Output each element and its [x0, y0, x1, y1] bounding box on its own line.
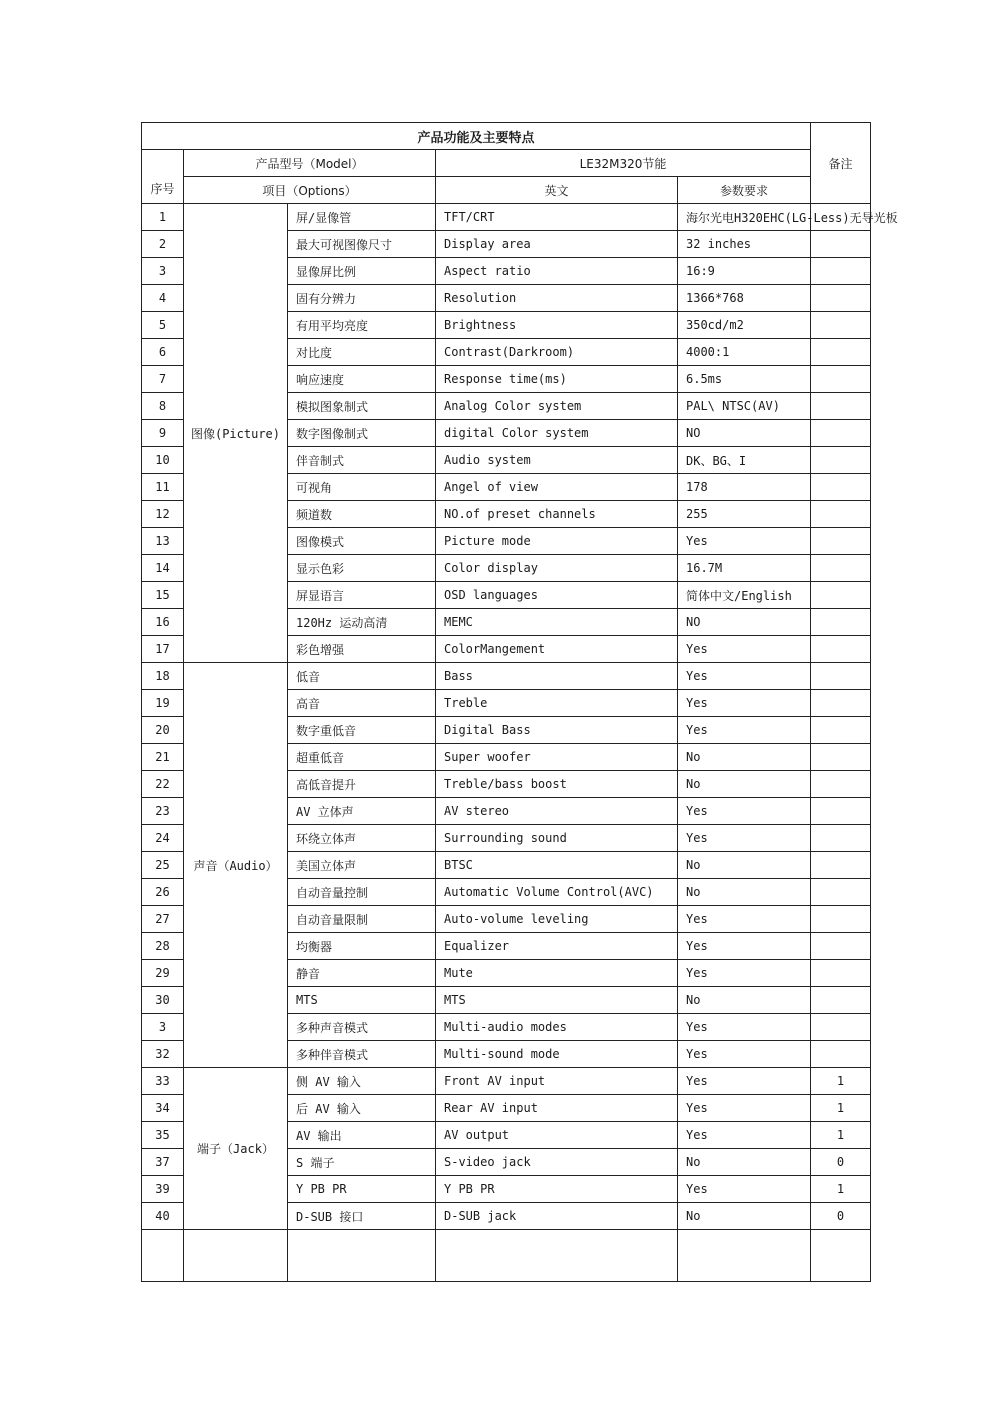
- english-name: BTSC: [436, 852, 678, 879]
- english-name: Aspect ratio: [436, 258, 678, 285]
- item-name: 均衡器: [288, 933, 436, 960]
- empty-cell: [288, 1230, 436, 1282]
- remark-value: [811, 582, 871, 609]
- param-value: PAL\ NTSC(AV): [678, 393, 811, 420]
- item-name: AV 立体声: [288, 798, 436, 825]
- row-number: 10: [142, 447, 184, 474]
- english-header: 英文: [436, 177, 678, 204]
- param-value: Yes: [678, 1041, 811, 1068]
- english-name: Picture mode: [436, 528, 678, 555]
- remark-value: [811, 528, 871, 555]
- empty-cell: [678, 1230, 811, 1282]
- row-number: 4: [142, 285, 184, 312]
- remark-value: [811, 420, 871, 447]
- row-number: 8: [142, 393, 184, 420]
- row-number: 3: [142, 1014, 184, 1041]
- row-number: 37: [142, 1149, 184, 1176]
- param-value: Yes: [678, 1122, 811, 1149]
- english-name: Multi-sound mode: [436, 1041, 678, 1068]
- row-number: 28: [142, 933, 184, 960]
- param-value: 255: [678, 501, 811, 528]
- param-value: Yes: [678, 933, 811, 960]
- table-row: [142, 663, 871, 690]
- english-name: Multi-audio modes: [436, 1014, 678, 1041]
- table-title: 产品功能及主要特点: [142, 123, 811, 150]
- row-number: 20: [142, 717, 184, 744]
- english-name: MEMC: [436, 609, 678, 636]
- english-name: Audio system: [436, 447, 678, 474]
- row-number: 32: [142, 1041, 184, 1068]
- row-number: 12: [142, 501, 184, 528]
- english-name: MTS: [436, 987, 678, 1014]
- model-value: LE32M320节能: [436, 150, 811, 177]
- row-number: 5: [142, 312, 184, 339]
- item-name: 频道数: [288, 501, 436, 528]
- remark-value: [811, 933, 871, 960]
- item-name: 有用平均亮度: [288, 312, 436, 339]
- param-value: 1366*768: [678, 285, 811, 312]
- english-name: Automatic Volume Control(AVC): [436, 879, 678, 906]
- param-value: Yes: [678, 690, 811, 717]
- remarks-header: 备注: [811, 123, 871, 204]
- param-value: Yes: [678, 663, 811, 690]
- param-value: No: [678, 987, 811, 1014]
- remark-value: [811, 852, 871, 879]
- english-name: digital Color system: [436, 420, 678, 447]
- english-name: Angel of view: [436, 474, 678, 501]
- item-name: 伴音制式: [288, 447, 436, 474]
- remark-value: [811, 1041, 871, 1068]
- param-value: Yes: [678, 528, 811, 555]
- row-number: 9: [142, 420, 184, 447]
- item-name: 响应速度: [288, 366, 436, 393]
- english-name: S-video jack: [436, 1149, 678, 1176]
- english-name: Digital Bass: [436, 717, 678, 744]
- param-value: DK、BG、I: [678, 447, 811, 474]
- item-name: 环绕立体声: [288, 825, 436, 852]
- english-name: ColorMangement: [436, 636, 678, 663]
- param-value: Yes: [678, 717, 811, 744]
- item-name: 120Hz 运动高清: [288, 609, 436, 636]
- row-number: 2: [142, 231, 184, 258]
- english-name: Equalizer: [436, 933, 678, 960]
- row-number: 17: [142, 636, 184, 663]
- row-number: 27: [142, 906, 184, 933]
- item-name: 静音: [288, 960, 436, 987]
- row-number: 30: [142, 987, 184, 1014]
- row-number: 1: [142, 204, 184, 231]
- item-name: MTS: [288, 987, 436, 1014]
- item-name: 多种伴音模式: [288, 1041, 436, 1068]
- param-value: No: [678, 1149, 811, 1176]
- english-name: OSD languages: [436, 582, 678, 609]
- remark-value: 1: [811, 1095, 871, 1122]
- table-row: [142, 1068, 871, 1095]
- seq-header: 序号: [142, 150, 184, 204]
- remark-value: [811, 825, 871, 852]
- english-name: D-SUB jack: [436, 1203, 678, 1230]
- table-row: [142, 204, 871, 231]
- param-value: No: [678, 744, 811, 771]
- item-name: 自动音量限制: [288, 906, 436, 933]
- item-name: 可视角: [288, 474, 436, 501]
- param-value: Yes: [678, 906, 811, 933]
- item-name: 彩色增强: [288, 636, 436, 663]
- item-name: 高低音提升: [288, 771, 436, 798]
- remark-value: [811, 366, 871, 393]
- remark-value: [811, 987, 871, 1014]
- param-value: 4000:1: [678, 339, 811, 366]
- english-name: Bass: [436, 663, 678, 690]
- row-number: 6: [142, 339, 184, 366]
- item-name: 侧 AV 输入: [288, 1068, 436, 1095]
- remark-value: [811, 906, 871, 933]
- remark-value: 0: [811, 1203, 871, 1230]
- row-number: 16: [142, 609, 184, 636]
- remark-value: [811, 447, 871, 474]
- param-value: 海尔光电H320EHC(LG-Less)无导光板: [678, 204, 811, 231]
- remark-value: [811, 960, 871, 987]
- english-name: Resolution: [436, 285, 678, 312]
- item-name: 对比度: [288, 339, 436, 366]
- english-name: Super woofer: [436, 744, 678, 771]
- english-name: AV stereo: [436, 798, 678, 825]
- item-name: D-SUB 接口: [288, 1203, 436, 1230]
- item-name: AV 输出: [288, 1122, 436, 1149]
- row-number: 25: [142, 852, 184, 879]
- param-value: No: [678, 1203, 811, 1230]
- param-value: Yes: [678, 960, 811, 987]
- english-name: TFT/CRT: [436, 204, 678, 231]
- english-name: Front AV input: [436, 1068, 678, 1095]
- row-number: 14: [142, 555, 184, 582]
- item-name: 超重低音: [288, 744, 436, 771]
- remark-value: 1: [811, 1122, 871, 1149]
- item-name: 显像屏比例: [288, 258, 436, 285]
- row-number: 39: [142, 1176, 184, 1203]
- english-name: Contrast(Darkroom): [436, 339, 678, 366]
- param-value: No: [678, 852, 811, 879]
- item-name: 后 AV 输入: [288, 1095, 436, 1122]
- param-value: No: [678, 771, 811, 798]
- param-value: Yes: [678, 798, 811, 825]
- group-label: 声音（Audio）: [184, 663, 288, 1068]
- row-number: 40: [142, 1203, 184, 1230]
- remark-value: [811, 474, 871, 501]
- item-name: 低音: [288, 663, 436, 690]
- param-value: 178: [678, 474, 811, 501]
- remark-value: [811, 555, 871, 582]
- english-name: Rear AV input: [436, 1095, 678, 1122]
- english-name: AV output: [436, 1122, 678, 1149]
- row-number: 7: [142, 366, 184, 393]
- param-value: Yes: [678, 825, 811, 852]
- remark-value: [811, 339, 871, 366]
- english-name: Treble: [436, 690, 678, 717]
- english-name: NO.of preset channels: [436, 501, 678, 528]
- english-name: Auto-volume leveling: [436, 906, 678, 933]
- remark-value: [811, 690, 871, 717]
- remark-value: [811, 717, 871, 744]
- param-value: 32 inches: [678, 231, 811, 258]
- remark-value: 0: [811, 1149, 871, 1176]
- row-number: 26: [142, 879, 184, 906]
- english-name: Surrounding sound: [436, 825, 678, 852]
- english-name: Brightness: [436, 312, 678, 339]
- remark-value: 1: [811, 1176, 871, 1203]
- row-number: 24: [142, 825, 184, 852]
- empty-cell: [184, 1230, 288, 1282]
- item-name: 最大可视图像尺寸: [288, 231, 436, 258]
- item-name: Y PB PR: [288, 1176, 436, 1203]
- item-name: 数字图像制式: [288, 420, 436, 447]
- english-name: Color display: [436, 555, 678, 582]
- remark-value: [811, 393, 871, 420]
- english-name: Analog Color system: [436, 393, 678, 420]
- param-value: 350cd/m2: [678, 312, 811, 339]
- remark-value: [811, 1014, 871, 1041]
- remark-value: [811, 636, 871, 663]
- empty-cell: [142, 1230, 184, 1282]
- item-name: 固有分辨力: [288, 285, 436, 312]
- group-label: 端子（Jack）: [184, 1068, 288, 1230]
- row-number: 3: [142, 258, 184, 285]
- row-number: 29: [142, 960, 184, 987]
- item-name: 模拟图象制式: [288, 393, 436, 420]
- row-number: 15: [142, 582, 184, 609]
- row-number: 33: [142, 1068, 184, 1095]
- item-name: 自动音量控制: [288, 879, 436, 906]
- item-name: 屏/显像管: [288, 204, 436, 231]
- param-value: NO: [678, 609, 811, 636]
- param-value: Yes: [678, 1068, 811, 1095]
- english-name: Y PB PR: [436, 1176, 678, 1203]
- param-value: NO: [678, 420, 811, 447]
- param-value: Yes: [678, 1095, 811, 1122]
- group-label: 图像(Picture): [184, 204, 288, 663]
- english-name: Response time(ms): [436, 366, 678, 393]
- remark-value: [811, 609, 871, 636]
- remark-value: [811, 879, 871, 906]
- row-number: 19: [142, 690, 184, 717]
- param-value: Yes: [678, 1014, 811, 1041]
- item-name: 高音: [288, 690, 436, 717]
- remark-value: [811, 312, 871, 339]
- param-value: Yes: [678, 1176, 811, 1203]
- row-number: 11: [142, 474, 184, 501]
- param-value: 6.5ms: [678, 366, 811, 393]
- item-name: 美国立体声: [288, 852, 436, 879]
- remark-value: 1: [811, 1068, 871, 1095]
- row-number: 34: [142, 1095, 184, 1122]
- param-value: 16.7M: [678, 555, 811, 582]
- options-label: 项目（Options）: [184, 177, 436, 204]
- remark-value: [811, 501, 871, 528]
- remark-value: [811, 771, 871, 798]
- row-number: 13: [142, 528, 184, 555]
- remark-value: [811, 663, 871, 690]
- remark-value: [811, 798, 871, 825]
- remark-value: [811, 258, 871, 285]
- english-name: Display area: [436, 231, 678, 258]
- item-name: 显示色彩: [288, 555, 436, 582]
- empty-cell: [436, 1230, 678, 1282]
- row-number: 21: [142, 744, 184, 771]
- param-value: No: [678, 879, 811, 906]
- row-number: 22: [142, 771, 184, 798]
- row-number: 35: [142, 1122, 184, 1149]
- empty-row: [142, 1230, 871, 1282]
- param-value: 16:9: [678, 258, 811, 285]
- item-name: 多种声音模式: [288, 1014, 436, 1041]
- item-name: S 端子: [288, 1149, 436, 1176]
- remark-value: [811, 744, 871, 771]
- item-name: 图像模式: [288, 528, 436, 555]
- english-name: Mute: [436, 960, 678, 987]
- remark-value: [811, 231, 871, 258]
- remark-value: [811, 285, 871, 312]
- param-header: 参数要求: [678, 177, 811, 204]
- row-number: 18: [142, 663, 184, 690]
- model-label: 产品型号（Model）: [184, 150, 436, 177]
- spec-table: [141, 122, 898, 1282]
- item-name: 屏显语言: [288, 582, 436, 609]
- english-name: Treble/bass boost: [436, 771, 678, 798]
- empty-cell: [811, 1230, 871, 1282]
- row-number: 23: [142, 798, 184, 825]
- param-value: Yes: [678, 636, 811, 663]
- param-value: 简体中文/English: [678, 582, 811, 609]
- item-name: 数字重低音: [288, 717, 436, 744]
